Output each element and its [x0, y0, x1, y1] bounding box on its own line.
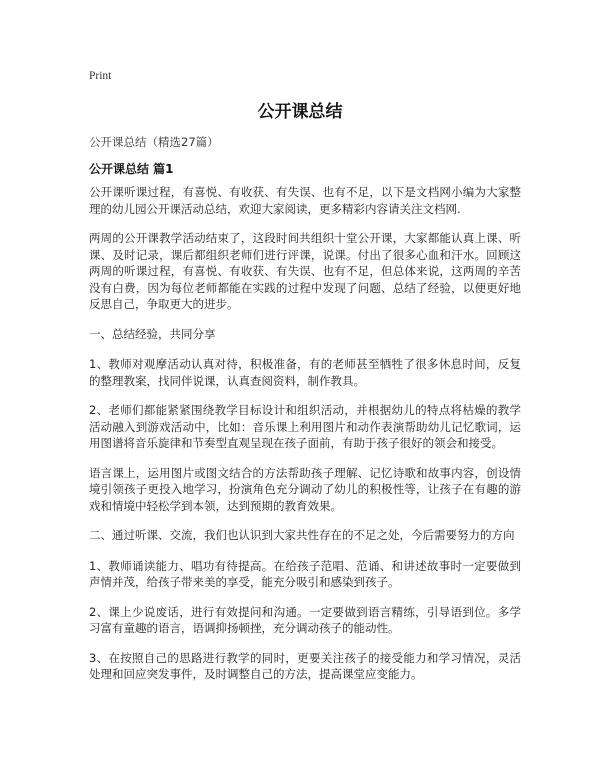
- document-subtitle: 公开课总结（精选27篇）: [89, 135, 219, 149]
- paragraph-improve-2: 2、课上少说废话，进行有效提问和沟通。一定要做到语言精练，引导语到位。多学习富有童趣的语言，语调抑扬顿挫，充分调动孩子的能动性。: [89, 604, 521, 635]
- paragraph-overview: 两周的公开课教学活动结束了，这段时间共组织十堂公开课，大家都能认真上课、听课、及时记录，课后都组织老师们进行评课，说课。付出了很多心血和汗水。回顾这两周的听课过程，有喜悦、有收获、有失误、也有不足，但总体来说，这两周的辛苦没有白费，因为每位老师都能在实践的过程中发现了问题、总结了经验，以便更好地反思自己，争取更大的进步。: [89, 231, 521, 311]
- paragraph-improve-1: 1、教师诵读能力、唱功有待提高。在给孩子范唱、范诵、和讲述故事时一定要做到声情并茂，给孩子带来美的享受，能充分吸引和感染到孩子。: [89, 558, 521, 589]
- paragraph-point-1: 1、教师对观摩活动认真对待，积极准备，有的老师甚至牺牲了很多休息时间，反复的整理教案，找同伴说课，认真查阅资料，制作教具。: [89, 357, 521, 388]
- paragraph-language-class: 语言课上，运用图片或图文结合的方法帮助孩子理解、记忆诗歌和故事内容，创设情境引领孩子更投入地学习，扮演角色充分调动了幼儿的积极性等，让孩子在有趣的游戏和情境中轻松学到本领，达到预期的教育效果。: [89, 465, 521, 513]
- document-body: [89, 184, 521, 696]
- subheading-experience: 一、总结经验，共同分享: [89, 326, 216, 341]
- subheading-shortcomings: 二、通过听课、交流，我们也认识到大家共性存在的不足之处，今后需要努力的方向: [89, 528, 515, 542]
- paragraph-improve-3: 3、在按照自己的思路进行教学的同时，更要关注孩子的接受能力和学习情况，灵活处理和回应突发事件，及时调整自己的方法，提高课堂应变能力。: [89, 650, 521, 681]
- page-title: 公开课总结: [257, 102, 343, 122]
- paragraph-intro: 公开课听课过程，有喜悦、有收获、有失误、也有不足，以下是文档网小编为大家整理的幼儿园公开课活动总结，欢迎大家阅读，更多精彩内容请关注文档网.: [89, 185, 521, 216]
- section-heading: 公开课总结 篇1: [89, 162, 174, 176]
- paragraph-point-2: 2、老师们都能紧紧围绕教学目标设计和组织活动，并根据幼儿的特点将枯燥的教学活动融入到游戏活动中，比如：音乐课上利用图片和动作表演帮助幼儿记忆歌词，运用图谱将音乐旋律和节奏型直观呈现在孩子面前，有助于孩子很好的领会和接受。: [89, 403, 521, 450]
- print-label: Print: [89, 70, 112, 82]
